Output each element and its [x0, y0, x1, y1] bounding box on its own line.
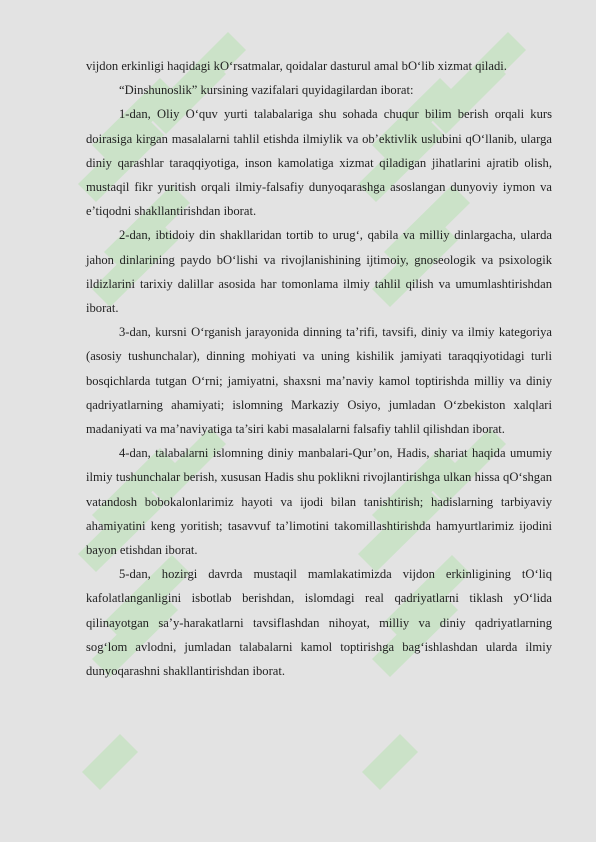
paragraph-6: 4-dan, talabalarni islomning diniy manbalari-Qur’on, Hadis, shariat haqida umumiy ilmiy tushunchalar berish, xususan Hadis shu poklikni rivojlantirishga ulkan hissa qO‘shgan vatandosh bobokalonlarimiz hayoti va ijodi bilan tanishtirish; hadislarning tarbiyaviy ahamiyatini keng yoritish; tasavvuf ta’limotini takomillashtirishda hamyurtlarimiz ijodini bayon etishdan iborat. — [86, 446, 552, 558]
document-body — [86, 54, 552, 683]
paragraph-1: vijdon erkinligi haqidagi kO‘rsatmalar, qoidalar dasturul amal bO‘lib xizmat qiladi. — [86, 59, 507, 73]
paragraph-2: “Dinshunoslik” kursining vazifalari quyidagilardan iborat: — [119, 83, 414, 98]
paragraph-4: 2-dan, ibtidoiy din shakllaridan tortib to urug‘, qabila va milliy dinlargacha, ularda jahon dinlarining paydo bO‘lishi va rivojlanishining ijtimoiy, gnoseologik va psixologik ildizlarini tarixiy dalillar asosida har tomonlama ilmiy tahlil qilish va umumlashtirishdan iborat. — [86, 228, 552, 316]
paragraph-3: 1-dan, Oliy O‘quv yurti talabalariga shu sohada chuqur bilim berish orqali kurs doirasiga kirgan masalalarni tahlil etishda ilmiylik va ob’ektivlik uslubini qO‘llanib, ularga diniy qarashlar taraqqiyotiga, inson kamolatiga xizmat qiladigan jihatlarini ajratib olish, mustaqil fikr yuritish orqali ilmiy-falsafiy dunyoqarashga asoslangan dunyoviy iymon va e’tiqodni shakllantirishdan iborat. — [86, 107, 552, 219]
paragraph-7: 5-dan, hozirgi davrda mustaqil mamlakatimizda vijdon erkinligining tO‘liq kafolatlanganligini isbotlab berishdan, islomdagi real qadriyatlarni tiklash yO‘lida qilinayotgan sa’y-harakatlarni tavsiflashdan nihoyat, milliy va diniy qadriyatlarning sog‘lom avlodni, jumladan talabalarni kamol toptirishga bag‘ishlashdan ularda ilmiy dunyoqarashni shakllantirishdan iborat. — [86, 567, 552, 679]
paragraph-5: 3-dan, kursni O‘rganish jarayonida dinning ta’rifi, tavsifi, diniy va ilmiy kategoriya (asosiy tushunchalar), dinning mohiyati va uning kishilik jamiyati taraqqiyotidagi turli bosqichlarda tutgan O‘rni; jamiyatni, shaxsni ma’naviy kamol toptirishda milliy va diniy qadriyatlarning ahamiyati; islomning Markaziy Osiyo, jumladan O‘zbekiston xalqlari madaniyati va ma’naviyatiga ta’siri kabi masalalarni falsafiy tahlil qilishdan iborat. — [86, 325, 552, 437]
